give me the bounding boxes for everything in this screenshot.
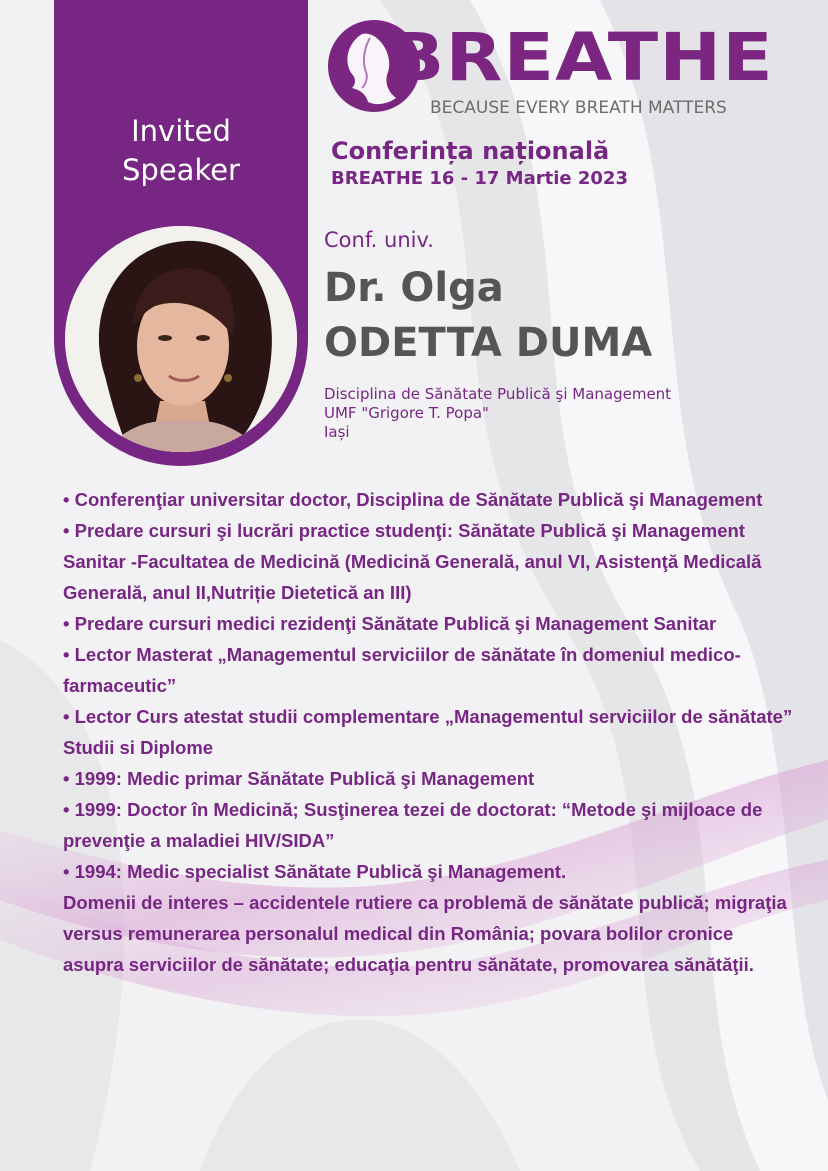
speaker-academic-title: Conf. univ. xyxy=(324,228,434,252)
bio-item: • 1999: Doctor în Medicină; Susţinerea tezei de doctorat: “Metode şi mijloace de prevenţie a maladiei HIV/SIDA” xyxy=(63,799,763,851)
speaker-name-line2: ODETTA DUMA xyxy=(324,320,653,366)
breathe-logo xyxy=(326,18,774,130)
speaker-photo xyxy=(65,226,297,452)
conference-title: Conferința națională xyxy=(331,137,610,165)
bio-interests: Domenii de interes – accidentele rutiere ca problemă de sănătate publică; migraţia versus remunerarea personalul medical din România; povara bolilor cronice asupra serviciilor de sănătate; educaţia pentru sănătate, promovarea sănătăţii. xyxy=(63,892,787,975)
speaker-bio xyxy=(63,484,798,980)
affiliation-city: Iași xyxy=(324,423,350,441)
bio-item: • Predare cursuri medici rezidenţi Sănătate Publică şi Management Sanitar xyxy=(63,613,717,634)
bio-item: • Lector Masterat „Managementul serviciilor de sănătate în domeniul medico-farmaceutic” xyxy=(63,644,741,696)
logo-tagline: BECAUSE EVERY BREATH MATTERS xyxy=(430,98,727,118)
bio-item: • 1999: Medic primar Sănătate Publică şi Management xyxy=(63,768,535,789)
bio-item: • Conferenţiar universitar doctor, Disciplina de Sănătate Publică şi Management xyxy=(63,489,763,510)
conference-dates: BREATHE 16 - 17 Martie 2023 xyxy=(331,168,628,189)
affiliation-department: Disciplina de Sănătate Publică şi Management xyxy=(324,385,672,403)
affiliation-university: UMF "Grigore T. Popa" xyxy=(324,404,489,422)
speaker-name-line1: Dr. Olga xyxy=(324,265,504,311)
badge-line-invited: Invited xyxy=(131,114,231,148)
badge-line-speaker: Speaker xyxy=(122,153,240,187)
breathe-wordmark: BREATHE xyxy=(388,19,774,96)
speaker-affiliation xyxy=(324,385,671,442)
bio-item: • Lector Curs atestat studii complementare „Managementul serviciilor de sănătate” xyxy=(63,706,793,727)
invited-speaker-label xyxy=(54,112,308,190)
bio-item: • 1994: Medic specialist Sănătate Publică şi Management. xyxy=(63,861,567,882)
bio-section-heading: Studii si Diplome xyxy=(63,737,214,758)
bio-item: • Predare cursuri şi lucrări practice studenţi: Sănătate Publică şi Management Sanitar -Facultatea de Medicină (Medicină Generală, anul VI, Asistenţă Medicală Generală, anul II,Nutriție Dietetică an III) xyxy=(63,520,762,603)
